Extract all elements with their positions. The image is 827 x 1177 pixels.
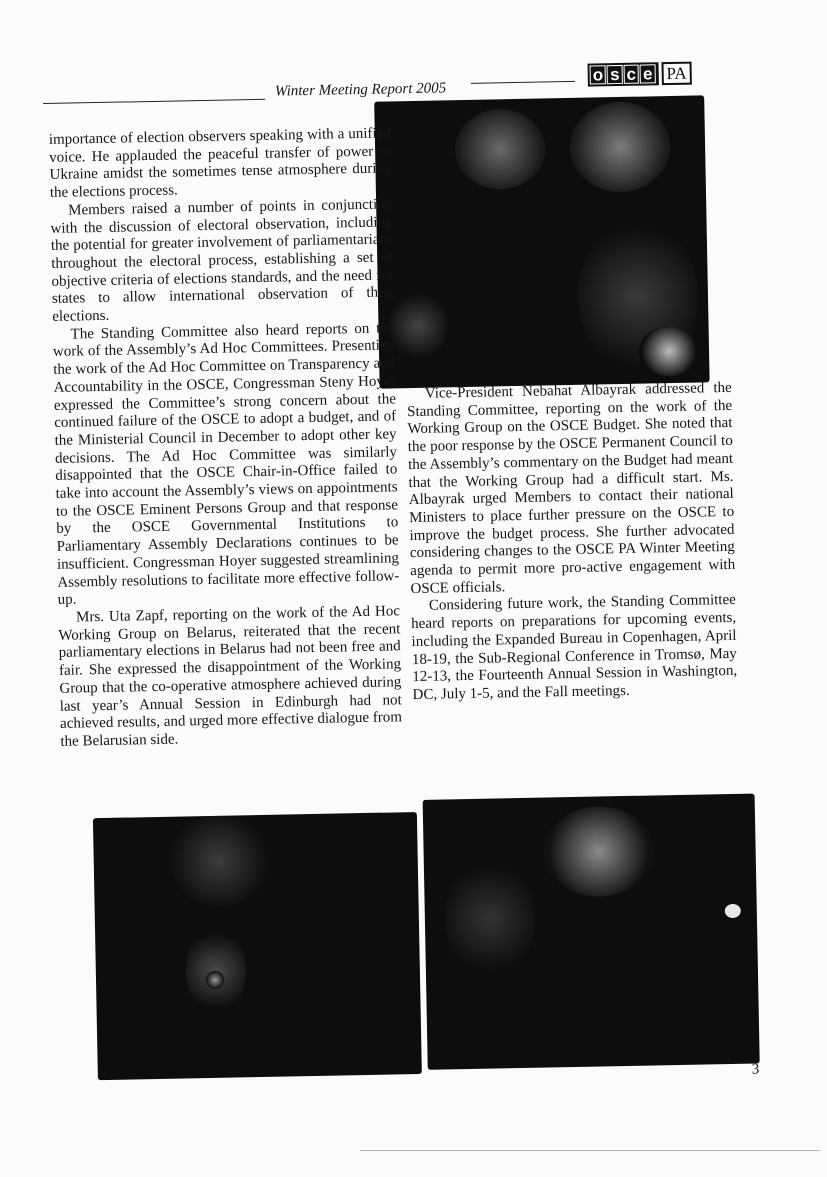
logo-pa-box: PA [661, 62, 692, 86]
footer-rule [360, 1150, 820, 1151]
paragraph: importance of election observers speaking with a unified voice. He applauded the peaceful transfer of power in Ukraine amidst the sometimes tense atmosphere during the elections process. [48, 125, 392, 202]
paragraph: Considering future work, the Standing Committee heard reports on preparations for upcoming events, including the Expanded Bureau in Copenhagen, April 18-19, the Sub-Regional Conference in Tromsø, May 12-13, the Fourteenth Annual Session in Washington, DC, July 1-5, and the Fall meetings. [411, 592, 738, 704]
paragraph: The Standing Committee also heard reports on the work of the Assembly’s Ad Hoc Committees. Presenting the work of the Ad Hoc Committee on Transparency and Accountability in the OSCE, Congressman Steny Hoyer expressed the Committee’s strong concern about the continued failure of the OSCE to adopt a budget, and of the Ministerial Council in December to adopt other key decisions. The Ad Hoc Committee was similarly disappointed that the OSCE Chair-in-Office failed to take into account the Assembly’s views on appointments to the OSCE Eminent Persons Group and that response by the OSCE Governmental Institutions to Parliamentary Assembly Declarations continues to be insufficient. Congressman Hoyer suggested streamlining Assembly resolutions to facilitate more effective follow-up. [52, 320, 400, 609]
osce-pa-logo [588, 62, 692, 87]
photo-speaker-at-microphone [93, 812, 422, 1080]
page-number: 3 [751, 1061, 760, 1078]
header-rule-right [471, 81, 575, 84]
text-column-left [49, 125, 403, 751]
photo-standing-committee-delegates [374, 95, 709, 388]
paragraph: Vice-President Nebahat Albayrak addressed the Standing Committee, reporting on the work of the Working Group on the OSCE Budget. She noted that the poor response by the OSCE Permanent Council to the Assembly’s commentary on the Budget had meant that the Working Group had a difficult start. Ms. Albayrak urged Members to contact their national Ministers to place further pressure on the OSCE to improve the budget process. She further advocated considering changes to the OSCE PA Winter Meeting agenda to permit more pro-active engagement with OSCE officials. [407, 379, 736, 597]
paragraph: Members raised a number of points in conjunction with the discussion of electoral observation, including the potential for greater involvement of parliamentarians throughout the electoral process, establishing a set of objective criteria of elections standards, and the need for states to allow international observation of their elections. [50, 196, 395, 325]
paragraph: Mrs. Uta Zapf, reporting on the work of the Ad Hoc Working Group on Belarus, reiterated that the recent parliamentary elections in Belarus had not been free and fair. She expressed the disappointment of the Working Group that the co-operative atmosphere achieved during last year’s Annual Session in Edinburgh had not achieved results, and urged more effective dialogue from the Belarusian side. [58, 603, 403, 750]
header-title: Winter Meeting Report 2005 [274, 80, 447, 100]
logo-letter-s: s [607, 65, 623, 84]
logo-letter-c: c [623, 65, 639, 84]
header-rule-left [43, 99, 265, 104]
logo-letter-o: o [590, 65, 607, 84]
logo-letter-e: e [640, 64, 656, 83]
photo-delegate-seated [423, 794, 760, 1070]
text-column-right [407, 380, 738, 705]
osce-logo-block [588, 62, 659, 86]
